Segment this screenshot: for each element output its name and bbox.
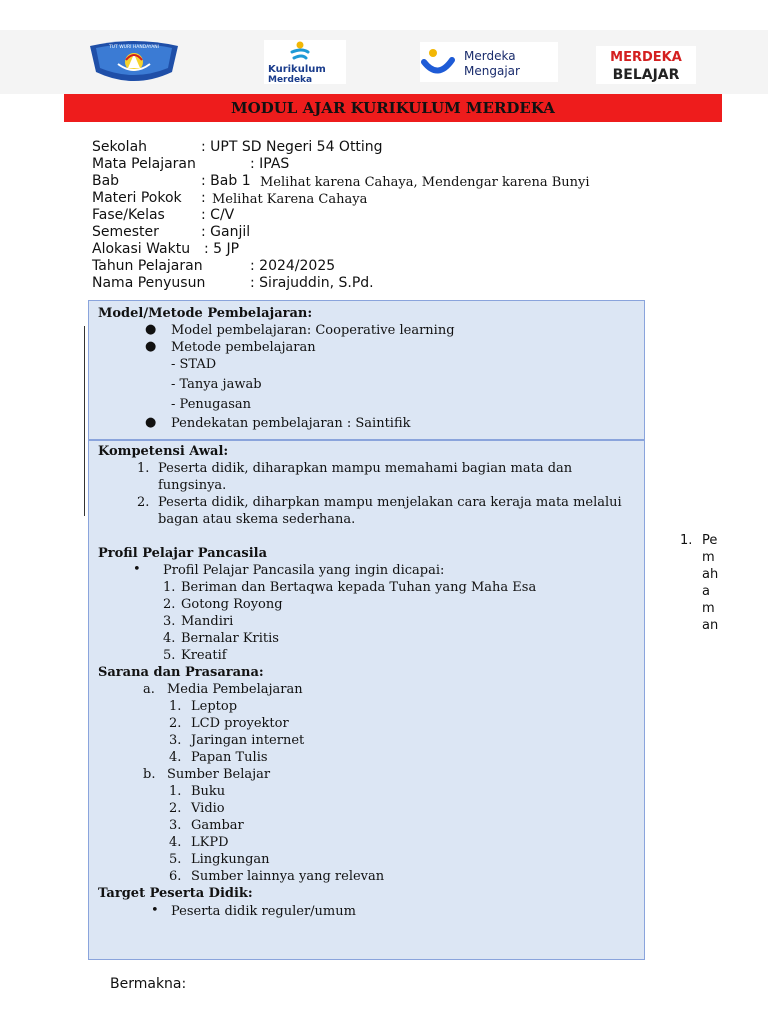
list-number: 1. (169, 699, 182, 714)
model-bullet-1: Model pembelajaran: Cooperative learning (171, 323, 455, 338)
model-heading: Model/Metode Pembelajaran: (98, 306, 313, 321)
merdeka-text: Merdeka (268, 75, 313, 84)
sarana-a-item: Jaringan internet (191, 733, 305, 748)
bullet-icon: ● (145, 339, 157, 354)
document-title: MODUL AJAR KURIKULUM MERDEKA (231, 99, 555, 117)
sarana-a-item: Papan Tulis (191, 750, 268, 765)
merdeka-mengajar-logo (420, 42, 558, 82)
kurikulum-merdeka-logo (264, 40, 346, 84)
tut-wuri-text: TUT WURI HANDAYANI (109, 45, 159, 50)
fragment-line: m (702, 550, 715, 565)
sarana-b-item: Lingkungan (191, 852, 270, 867)
kompetensi-item-1: Peserta didik, diharapkan mampu memahami bagian mata dan (158, 461, 573, 476)
sarana-b-item: Gambar (191, 818, 244, 833)
bullet-icon: • (133, 562, 141, 577)
profil-item: Gotong Royong (181, 597, 283, 612)
info-value: : UPT SD Negeri 54 Otting (201, 139, 383, 155)
profil-heading: Profil Pelajar Pancasila (98, 546, 268, 561)
info-value: : 2024/2025 (250, 258, 336, 274)
list-number: 2. (169, 801, 182, 816)
model-sub-item: - Tanya jawab (171, 377, 262, 392)
model-sub-item: - Penugasan (171, 397, 251, 412)
fragment-line: Pe (702, 533, 718, 548)
sarana-b-item: Sumber lainnya yang relevan (191, 869, 385, 884)
list-letter: a. (143, 682, 155, 697)
sarana-a-item: LCD proyektor (191, 716, 289, 731)
merdeka-belajar-text-2: BELAJAR (612, 67, 680, 83)
model-bullet-3: Pendekatan pembelajaran : Saintifik (171, 416, 411, 431)
list-number: 1. (137, 461, 150, 476)
model-metode-box (88, 300, 645, 440)
sarana-a-title: Media Pembelajaran (167, 682, 303, 697)
sarana-b-item: LKPD (191, 835, 229, 850)
kompetensi-box (88, 440, 645, 960)
list-number: 6. (169, 869, 182, 884)
info-label: Nama Penyusun (92, 275, 206, 291)
info-value-detail: Melihat Karena Cahaya (212, 192, 368, 207)
info-label: Alokasi Waktu (92, 241, 191, 257)
list-number: 1. (680, 533, 693, 548)
list-number: 5. (163, 648, 176, 663)
list-number: 5. (169, 852, 182, 867)
kompetensi-heading: Kompetensi Awal: (98, 444, 229, 459)
table-border-line (84, 326, 85, 516)
list-number: 2. (163, 597, 176, 612)
kurikulum-text: Kurikulum (268, 64, 326, 75)
list-number: 1. (163, 580, 176, 595)
info-label: Semester (92, 224, 159, 240)
info-value: : Sirajuddin, S.Pd. (250, 275, 374, 291)
sarana-b-item: Buku (191, 784, 226, 799)
fragment-line: an (702, 618, 719, 633)
side-fragment-text (702, 532, 726, 634)
list-number: 3. (169, 818, 182, 833)
profil-item: Beriman dan Bertaqwa kepada Tuhan yang Maha Esa (181, 580, 537, 595)
merdeka-mengajar-text-2: Mengajar (464, 64, 520, 78)
merdeka-belajar-logo (596, 46, 696, 84)
info-value-detail: Melihat karena Cahaya, Mendengar karena Bunyi (260, 175, 590, 190)
target-heading: Target Peserta Didik: (98, 886, 253, 901)
profil-item: Kreatif (181, 648, 227, 663)
list-letter: b. (143, 767, 156, 782)
kompetensi-item-1-cont: fungsinya. (158, 478, 227, 493)
merdeka-mengajar-text-1: Merdeka (464, 49, 516, 63)
kompetensi-item-2-cont: bagan atau skema sederhana. (158, 512, 356, 527)
fragment-line: ah (702, 567, 719, 582)
merdeka-belajar-text-1: MERDEKA (610, 50, 682, 65)
tut-wuri-logo (88, 38, 180, 88)
list-number: 4. (169, 835, 182, 850)
target-item: Peserta didik reguler/umum (171, 904, 356, 919)
fragment-line: a (702, 584, 710, 599)
sarana-a-item: Leptop (191, 699, 238, 714)
fragment-line: m (702, 601, 715, 616)
profil-item: Bernalar Kritis (181, 631, 279, 646)
list-number: 2. (137, 495, 150, 510)
kompetensi-item-2: Peserta didik, diharpkan mampu menjelakan cara keraja mata melalui (158, 495, 622, 510)
list-number: 3. (169, 733, 182, 748)
info-label: Sekolah (92, 139, 148, 155)
info-label: Mata Pelajaran (92, 156, 196, 172)
profil-item: Mandiri (181, 614, 234, 629)
info-value: : C/V (201, 207, 235, 223)
bullet-icon: • (151, 903, 159, 918)
info-value: : Ganjil (201, 224, 251, 240)
info-label: Materi Pokok (92, 190, 182, 206)
bullet-icon: ● (145, 322, 157, 337)
list-number: 3. (163, 614, 176, 629)
sarana-b-item: Vidio (191, 801, 225, 816)
list-number: 4. (169, 750, 182, 765)
footer-text: Bermakna: (110, 976, 187, 992)
sarana-heading: Sarana dan Prasarana: (98, 665, 264, 680)
info-value: : (201, 190, 206, 206)
list-number: 2. (169, 716, 182, 731)
sarana-b-title: Sumber Belajar (167, 767, 271, 782)
info-value: : IPAS (250, 156, 290, 172)
info-label: Bab (92, 173, 120, 189)
bullet-icon: ● (145, 415, 157, 430)
model-bullet-2: Metode pembelajaran (171, 340, 316, 355)
info-label: Tahun Pelajaran (92, 258, 203, 274)
list-number: 4. (163, 631, 176, 646)
info-value: : 5 JP (204, 241, 240, 257)
title-bar (64, 94, 722, 122)
info-label: Fase/Kelas (92, 207, 165, 223)
list-number: 1. (169, 784, 182, 799)
profil-intro: Profil Pelajar Pancasila yang ingin dicapai: (163, 563, 445, 578)
model-sub-item: - STAD (171, 357, 217, 372)
info-value: : Bab 1 (201, 173, 251, 189)
